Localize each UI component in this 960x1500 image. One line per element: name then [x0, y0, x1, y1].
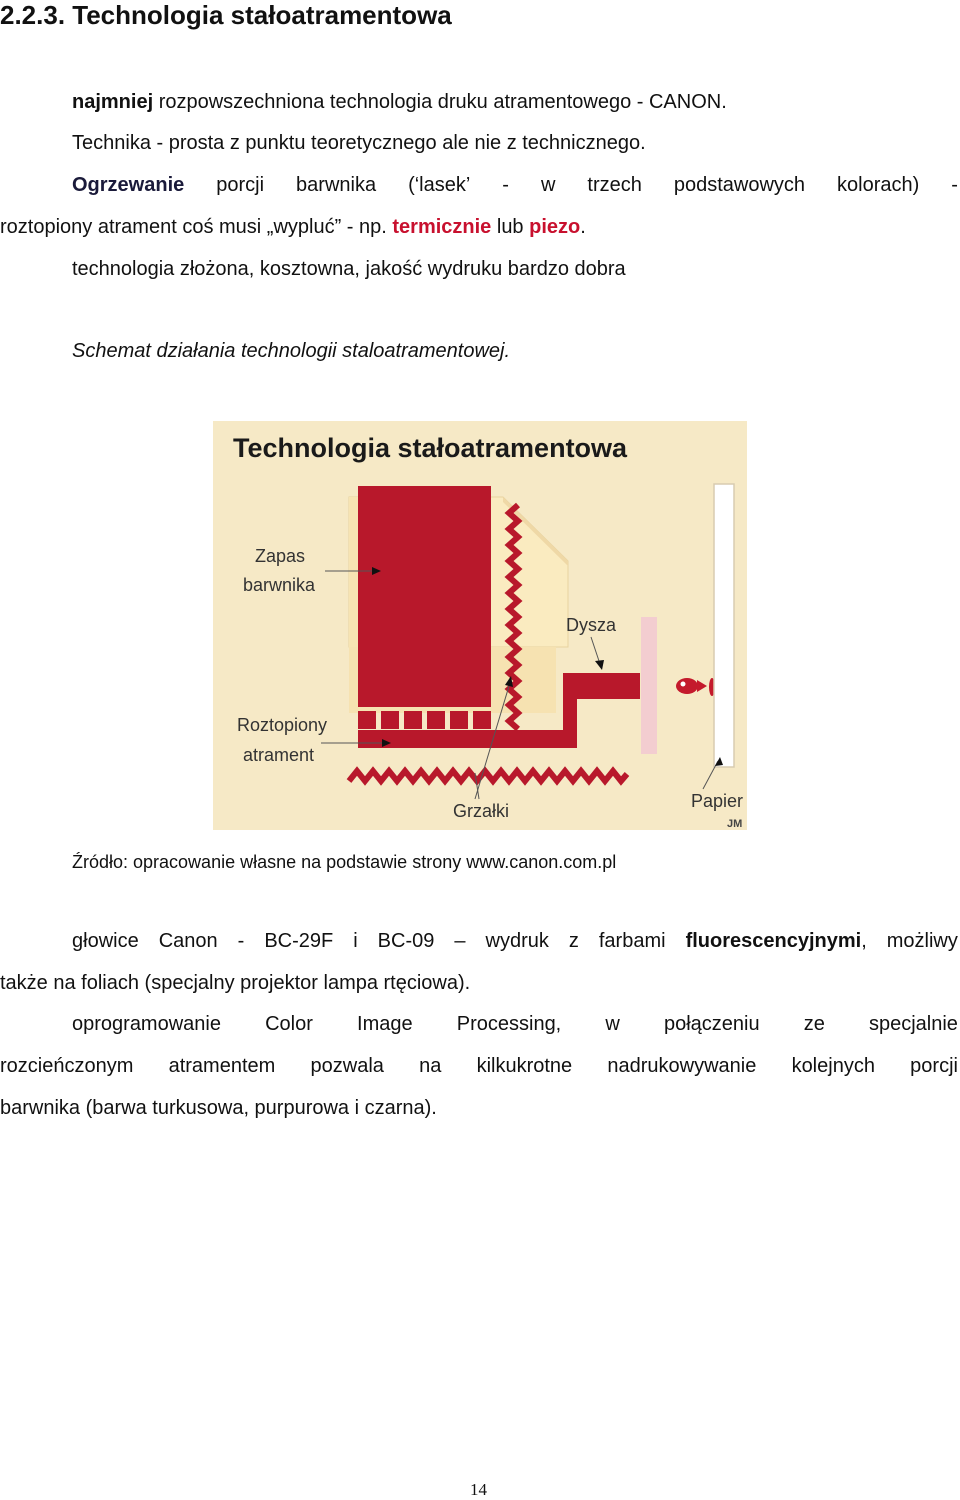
ink-cell-2: [381, 711, 399, 729]
label-roztopiony-line2: atrament: [243, 745, 315, 765]
ink-cell-4: [427, 711, 445, 729]
word: kolorach): [837, 174, 920, 196]
ink-channel-inner: [517, 736, 557, 746]
label-roztopiony-line1: Roztopiony: [237, 715, 328, 735]
word: Image: [357, 1013, 413, 1035]
para1-line5: technologia złożona, kosztowna, jakość wydruku bardzo dobra: [72, 258, 626, 280]
word: (‘lasek’: [408, 174, 471, 196]
word: Canon: [158, 930, 218, 952]
para2-line2: także na foliach (specjalny projektor lampa rtęciowa).: [0, 972, 471, 994]
word: Color: [265, 1013, 313, 1035]
word: trzech: [587, 174, 642, 196]
word: połączeniu: [663, 1013, 760, 1035]
para1-bold-najmniej: najmniej: [72, 91, 154, 113]
para1-line4: [0, 215, 586, 239]
nozzle-channel: [563, 673, 640, 699]
word: Ogrzewanie: [72, 174, 185, 196]
word: z: [568, 930, 579, 952]
keyword-termicznie: termicznie: [392, 216, 492, 238]
comma: ,: [861, 930, 867, 952]
word: głowice: [72, 930, 139, 952]
word: kilkukrotne: [476, 1055, 573, 1077]
ink-reservoir: [358, 486, 491, 707]
label-zapas-line1: Zapas: [255, 546, 306, 566]
word: możliwy: [886, 930, 958, 952]
ink-cell-1: [358, 711, 376, 729]
ink-drop-highlight: [681, 682, 686, 687]
ink-cell-3: [404, 711, 422, 729]
ink-drop: [676, 678, 698, 694]
inkjet-diagram: [213, 421, 747, 830]
label-grzalki: Grzałki: [453, 801, 510, 821]
nozzle-plate: [641, 617, 657, 754]
word: wydruk: [485, 930, 549, 952]
word: ze: [803, 1013, 825, 1035]
keyword-fluorescencyjnymi: [686, 929, 867, 953]
word: farbami: [598, 930, 666, 952]
label-papier: Papier: [691, 791, 744, 811]
word: porcji: [910, 1055, 958, 1077]
word: w: [540, 174, 556, 196]
figure-caption: Schemat działania technologii staloatramentowej.: [72, 340, 511, 362]
ink-cell-5: [450, 711, 468, 729]
word: -: [237, 930, 245, 952]
para1-line4-lub: lub: [491, 216, 530, 238]
para3-line1: [72, 1012, 958, 1036]
word: i: [353, 930, 358, 952]
para3-line3: barwnika (barwa turkusowa, purpurowa i czarna).: [0, 1097, 437, 1119]
word: –: [454, 930, 466, 952]
word: kolejnych: [791, 1055, 875, 1077]
para1-line1: [72, 90, 727, 114]
section-heading: 2.2.3. Technologia stałoatramentowa: [0, 0, 452, 30]
word: -: [951, 174, 958, 196]
keyword-piezo: piezo: [529, 216, 581, 238]
word: specjalnie: [868, 1013, 958, 1035]
word: BC-09: [377, 930, 435, 952]
word: BC-29F: [264, 930, 334, 952]
ink-cell-6: [473, 711, 491, 729]
word: nadrukowywanie: [607, 1055, 757, 1077]
word: podstawowych: [673, 174, 806, 196]
bold-word: fluorescencyjnymi: [685, 930, 862, 952]
para1-line4-dot: .: [580, 216, 586, 238]
para1-line2: Technika - prosta z punktu teoretycznego ale nie z technicznego.: [72, 132, 646, 154]
figure-signature: JM: [727, 818, 743, 830]
word: pozwala: [310, 1055, 384, 1077]
page-number: 14: [470, 1480, 487, 1499]
word: porcji: [216, 174, 265, 196]
diagram-title: Technologia stałoatramentowa: [233, 433, 628, 463]
label-dysza: Dysza: [566, 615, 617, 635]
figure-source: Źródło: opracowanie własne na podstawie strony www.canon.com.pl: [72, 852, 617, 872]
word: -: [502, 174, 509, 196]
word: w: [605, 1013, 620, 1035]
para1-line3: [72, 173, 958, 197]
word: rozcieńczonym: [0, 1055, 134, 1077]
para1-line1-text: rozpowszechniona technologia druku atramentowego - CANON.: [153, 91, 727, 113]
word: barwnika: [296, 174, 377, 196]
word: oprogramowanie: [72, 1013, 221, 1035]
word: atramentem: [168, 1055, 276, 1077]
label-zapas-line2: barwnika: [243, 575, 316, 595]
para3-line2: [0, 1054, 958, 1078]
paper-sheet: [714, 484, 734, 767]
word: na: [419, 1055, 442, 1077]
word: Processing,: [456, 1013, 562, 1035]
para2-line1: [72, 929, 958, 953]
para1-line4-text: roztopiony atrament coś musi „wypluć” - np.: [0, 216, 393, 238]
